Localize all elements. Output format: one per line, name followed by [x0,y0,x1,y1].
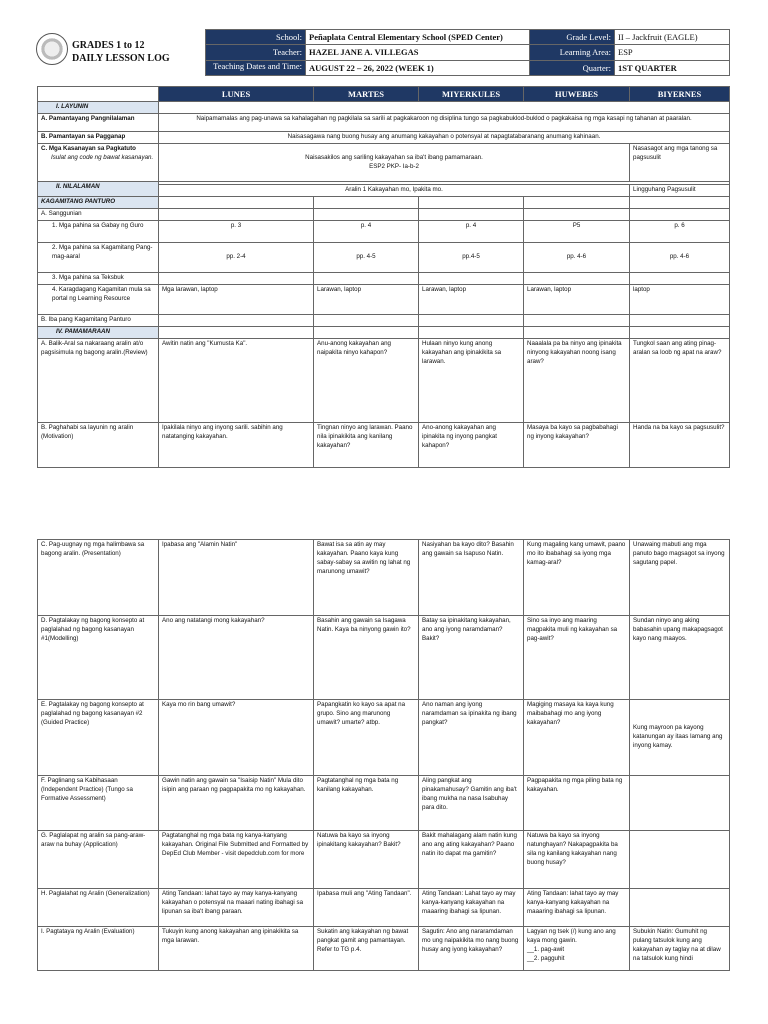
pagtataya-label: I. Pagtataya ng Aralin (Evaluation) [38,927,159,971]
pamantayan-pagganap-label: B. Pamantayan sa Pagganap [38,132,159,144]
paglalapat-biyernes [630,831,730,889]
mag-aaral-huwebes: pp. 4-6 [524,243,630,273]
pagtalakay-1-label: D. Pagtalakay ng bagong konsepto at paglalahad ng bagong kasanayan #1(Modelling) [38,616,159,700]
paglalapat-label: G. Paglalapat ng aralin sa pang-araw-araw na buhay (Application) [38,831,159,889]
school-label: School: [206,30,306,45]
mag-aaral-lunes: pp. 2-4 [159,243,314,273]
gabay-guro-biyernes: p. 6 [630,221,730,243]
doc-title-line2: DAILY LESSON LOG [72,52,170,64]
pagtataya-martes: Sukatin ang kakayahan ng bawat pangkat gamit ang pamantayan. Refer to TG p.4. [314,927,419,971]
paglinang-lunes: Gawin natin ang gawain sa "Isaisip Natin" Mula dito isipin ang paraan ng pagpapakita mo ng kakayahan. [159,776,314,831]
gabay-guro-miyerkules: p. 4 [419,221,524,243]
paghahabi-miyerkules: Ano-anong kakayahan ang ipinakita ng inyong pangkat kahapon? [419,423,524,468]
dates-value: AUGUST 22 – 26, 2022 (WEEK 1) [306,60,530,75]
teacher-label: Teacher: [206,45,306,60]
kasanayan-cell [38,144,159,182]
doc-title-line1: GRADES 1 to 12 [72,40,145,51]
paghahabi-biyernes: Handa na ba kayo sa pagsusulit? [630,423,730,468]
area-label: Learning Area: [530,45,615,60]
karagdagang-biyernes: laptop [630,285,730,315]
layunin-heading: I. LAYUNIN [38,102,159,114]
day-header-row [38,87,730,102]
paglalahat-huwebes: Ating Tandaan: lahat tayo ay may kanya-kanyang kakayahan na maaaring ibahagi sa lipunan. [524,889,630,927]
pagtalakay-2-label: E. Pagtalakay ng bagong konsepto at paglalahad ng bagong kasanayan #2 (Guided Practice) [38,700,159,776]
paglalahat-martes: Ipabasa muli ang "Ating Tandaan". [314,889,419,927]
pagtalakay-1-lunes: Ano ang natatangi mong kakayahan? [159,616,314,700]
pagtalakay-2-biyernes: Kung mayroon pa kayong katanungan ay itaas lamang ang inyong kamay. [630,700,730,776]
paghahabi-label: B. Paghahabi sa layunin ng aralin (Motivation) [38,423,159,468]
lesson-log-table-1 [37,86,730,468]
kasanayan-sub: Isulat ang code ng bawat kasanayan. [51,154,154,162]
gabay-guro-label: 1. Mga pahina sa Gabay ng Guro [38,221,159,243]
pagtalakay-1-biyernes: Sundan ninyo ang aking babasahin upang makapagsagot kayo nang maayos. [630,616,730,700]
pamantayang-pangnilalaman-text: Naipamamalas ang pag-unawa sa kahalagahan ng pagkilala sa sarili at pagkakaroon ng disiplina tungo sa pagkabuklod-buklod o pagkakaisa ng mga kasapi ng tahanan at paaralan. [159,114,730,132]
mag-aaral-miyerkules: pp.4-5 [419,243,524,273]
sanggunian-label: A. Sanggunian [38,209,159,221]
pagtalakay-1-miyerkules: Batay sa ipinakitang kakayahan, ano ang iyong naramdaman? Bakit? [419,616,524,700]
pag-uugnay-biyernes: Unawaing mabuti ang mga panuto bago magsagot sa inyong sagutang papel. [630,540,730,616]
deped-seal-logo [36,33,68,65]
pagtalakay-1-martes: Basahin ang gawain sa Isagawa Natin. Kaya ba ninyong gawin ito? [314,616,419,700]
pamantayang-pangnilalaman-label: A. Pamantayang Pangnilalaman [38,114,159,132]
teksbuk-label: 3. Mga pahina sa Teksbuk [38,273,159,285]
pagtataya-lunes: Tukuyin kung anong kakayahan ang ipinakikita sa mga larawan. [159,927,314,971]
dates-label: Teaching Dates and Time: [206,60,306,75]
kasanayan-text: Naisasakilos ang sariling kakayahan sa iba't ibang pamamaraan. [305,153,483,161]
kagamitan-heading: KAGAMITANG PANTURO [38,197,159,209]
pamamaraan-heading: IV. PAMAMARAAN [38,327,159,339]
day-huwebes: HUWEBES [524,87,630,102]
paglinang-biyernes [630,776,730,831]
gabay-guro-martes: p. 4 [314,221,419,243]
paglalapat-huwebes: Natuwa ba kayo sa inyong natunghayan? Nakapagpakita ba sila ng kanilang kakayahan nang buong husay? [524,831,630,889]
pagtalakay-2-huwebes: Magiging masaya ka kaya kung maibabahagi mo ang iyong kakayahan? [524,700,630,776]
pag-uugnay-huwebes: Kung magaling kang umawit, paano mo ito ibabahagi sa iyong mga kamag-aral? [524,540,630,616]
day-miyerkules: MIYERKULES [419,87,524,102]
pag-uugnay-lunes: Ipabasa ang "Alamin Natin" [159,540,314,616]
nilalaman-heading: II. NILALAMAN [38,182,159,197]
mag-aaral-martes: pp. 4-5 [314,243,419,273]
day-lunes: LUNES [159,87,314,102]
pag-uugnay-miyerkules: Nasiyahan ba kayo dito? Basahin ang gawain sa Isapuso Natin. [419,540,524,616]
teacher-value: HAZEL JANE A. VILLEGAS [306,45,530,60]
quarter-label: Quarter: [530,60,615,75]
paglalapat-lunes: Pagtatanghal ng mga bata ng kanya-kanyang kakayahan. Original File Submitted and Formatted by DepEd Club Member - visit depedclub.com for more [159,831,314,889]
header-info-table [205,29,730,76]
kasanayan-friday: Nasasagot ang mga tanong sa pagsusulit [630,144,730,182]
pag-uugnay-label: C. Pag-uugnay ng mga halimbawa sa bagong aralin. (Presentation) [38,540,159,616]
kasanayan-code: ESP2 PKP- Ia-b-2 [369,162,419,170]
iba-pang-kagamitan-label: B. Iba pang Kagamitang Panturo [38,315,159,327]
pag-uugnay-martes: Bawat isa sa atin ay may kakayahan. Paano kaya kung sabay-sabay sa awitin ng lahat ng marunong umawit? [314,540,419,616]
pagtalakay-2-martes: Papangkatin ko kayo sa apat na grupo. Sino ang marunong umawit? umarte? atbp. [314,700,419,776]
quarter-value: 1ST QUARTER [615,60,730,75]
kasanayan-label: C. Mga Kasanayan sa Pagkatuto [41,145,136,153]
balik-aral-biyernes: Tungkol saan ang ating pinag-aralan sa loob ng apat na araw? [630,339,730,423]
doc-title [72,40,170,65]
day-martes: MARTES [314,87,419,102]
paglalahat-lunes: Ating Tandaan: lahat tayo ay may kanya-kanyang kakayahan o potensyal na maaari nating ibahagi sa lipunan sa iba't ibang paraan. [159,889,314,927]
paglalahat-biyernes [630,889,730,927]
gabay-guro-huwebes: P5 [524,221,630,243]
balik-aral-lunes: Awitin natin ang "Kumusta Ka". [159,339,314,423]
paglinang-label: F. Paglinang sa Kabihasaan (Independent Practice) (Tungo sa Formative Assessment) [38,776,159,831]
pagtataya-miyerkules: Sagutin: Ano ang nararamdaman mo ung naipakikita mo nang buong husay ang iyong kakayahan? [419,927,524,971]
lesson-log-table-2 [37,539,730,971]
balik-aral-label: A. Balik-Aral sa nakaraang aralin at/o pagsisimula ng bagong aralin.(Review) [38,339,159,423]
grade-value: II – Jackfruit (EAGLE) [615,30,730,45]
grade-label: Grade Level: [530,30,615,45]
kasanayan-text-cell [159,144,630,182]
mag-aaral-biyernes: pp. 4-6 [630,243,730,273]
area-value: ESP [615,45,730,60]
karagdagang-huwebes: Larawan, laptop [524,285,630,315]
pagtataya-biyernes: Subukin Natin: Gumuhit ng pulang tatsulok kung ang kakayahan ay taglay na at dilaw na tatsulok kung hindi [630,927,730,971]
balik-aral-martes: Anu-anong kakayahan ang naipakita ninyo kahapon? [314,339,419,423]
paglalapat-miyerkules: Bakit mahalagang alam natin kung ano ang ating kakayahan? Paano natin ito dapat ma gamitin? [419,831,524,889]
karagdagang-martes: Larawan, laptop [314,285,419,315]
paglalapat-martes: Natuwa ba kayo sa inyong ipinakitang kakayahan? Bakit? [314,831,419,889]
school-value: Peñaplata Central Elementary School (SPED Center) [306,30,530,45]
balik-aral-huwebes: Naaalala pa ba ninyo ang ipinakita ninyong kakayahan noong isang araw? [524,339,630,423]
pagtalakay-2-miyerkules: Ano naman ang iyong naramdaman sa ipinakita ng ibang pangkat? [419,700,524,776]
karagdagang-lunes: Mga larawan, laptop [159,285,314,315]
kagamitang-mag-aaral-label: 2. Mga pahina sa Kagamitang Pang-mag-aaral [38,243,159,273]
karagdagang-kagamitan-label: 4. Karagdagang Kagamitan mula sa portal ng Learning Resource [38,285,159,315]
paglalahat-miyerkules: Ating Tandaan: Lahat tayo ay may kanya-kanyang kakayahan na maaaring ibahagi sa lipunan. [419,889,524,927]
balik-aral-miyerkules: Hulaan ninyo kung anong kakayahan ang ipinakikita sa larawan. [419,339,524,423]
paglinang-martes: Pagtatanghal ng mga bata ng kanilang kakayahan. [314,776,419,831]
paghahabi-lunes: Ipakilala ninyo ang inyong sarili. sabihin ang natatanging kakayahan. [159,423,314,468]
gabay-guro-lunes: p. 3 [159,221,314,243]
pagtalakay-1-huwebes: Sino sa inyo ang maaring magpakita muli ng kakayahan sa pag-awit? [524,616,630,700]
nilalaman-text: Aralin 1 Kakayahan mo, Ipakita mo. [159,185,630,197]
pamantayan-pagganap-text: Naisasagawa nang buong husay ang anumang kakayahan o potensyal at napagtatabaranang anumang kahinaan. [159,132,730,144]
pagtataya-huwebes: Lagyan ng tsek (/) kung ano ang kaya mong gawin. __1. pag-awit __2. pagguhit [524,927,630,971]
karagdagang-miyerkules: Larawan, laptop [419,285,524,315]
nilalaman-friday: Lingguhang Pagsusulit [630,185,730,197]
day-biyernes: BIYERNES [630,87,730,102]
pagtalakay-2-lunes: Kaya mo rin bang umawit? [159,700,314,776]
paghahabi-martes: Tingnan ninyo ang larawan. Paano nila ipinakikita ang kanilang kakayahan? [314,423,419,468]
paglalahat-label: H. Paglalahat ng Aralin (Generalization) [38,889,159,927]
paglinang-miyerkules: Aling pangkat ang pinakamahusay? Gamitin ang iba't ibang mukha na nasa Isabuhay para dito. [419,776,524,831]
paghahabi-huwebes: Masaya ba kayo sa pagbabahagi ng inyong kakayahan? [524,423,630,468]
paglinang-huwebes: Pagpapakita ng mga piling bata ng kakayahan. [524,776,630,831]
